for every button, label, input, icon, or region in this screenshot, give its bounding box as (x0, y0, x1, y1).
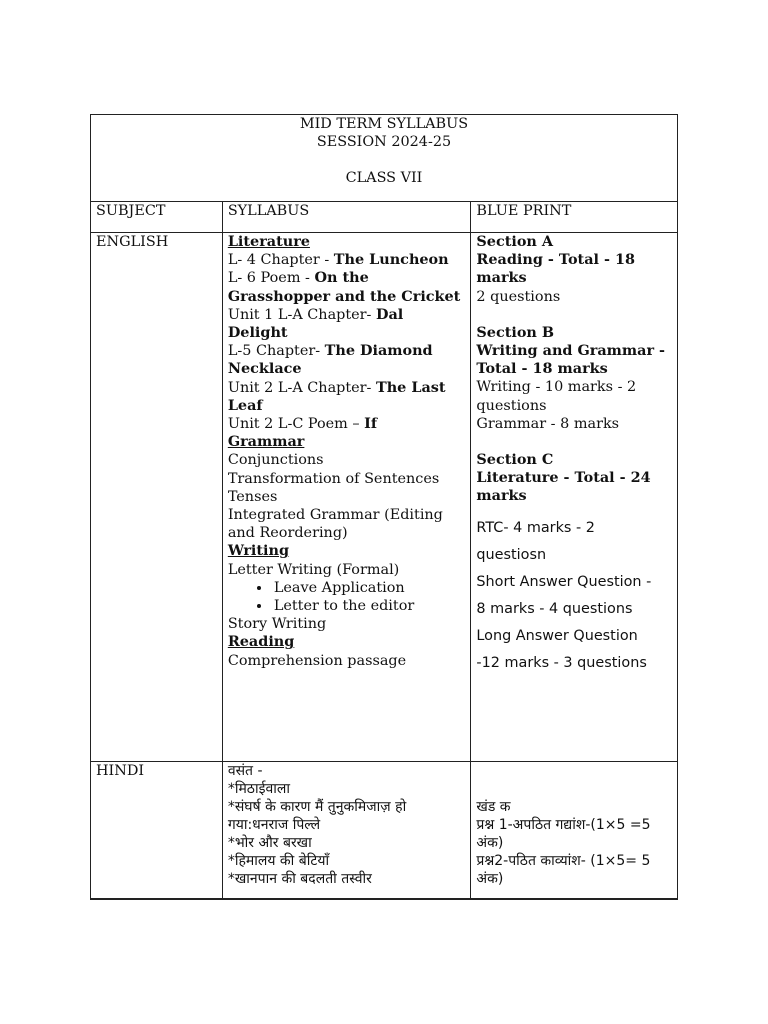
column-header-row (91, 202, 678, 233)
grammar-item: Conjunctions (227, 452, 324, 469)
section-b-title: Writing and Grammar - Total - 18 marks (476, 342, 666, 378)
hindi-item: *संघर्ष के कारण मैं तुनुकमिजाज़ हो गया:धनराज पिल्ले (227, 799, 407, 833)
saq-line-1: Short Answer Question - (476, 573, 652, 590)
english-subject: ENGLISH (91, 233, 223, 762)
section-a-heading: Section A (476, 233, 554, 250)
hindi-item: वसंत - (227, 763, 263, 779)
hindi-item: *हिमालय की बेटियाँ (227, 853, 330, 869)
col-subject: SUBJECT (91, 202, 223, 233)
title-cell (91, 115, 678, 202)
writing-heading: Writing (227, 542, 290, 560)
section-c-title: Literature - Total - 24 marks (476, 469, 651, 505)
writing-list (228, 579, 466, 615)
section-b-heading: Section B (476, 323, 555, 341)
section-a-title: Reading - Total - 18 marks (476, 251, 636, 287)
session-line: SESSION 2024-25 (316, 134, 452, 151)
title-line: MID TERM SYLLABUS (299, 116, 469, 132)
col-syllabus: SYLLABUS (222, 202, 471, 233)
grammar-item: Tenses (227, 488, 278, 505)
writing-story: Story Writing (227, 616, 327, 633)
english-blueprint (471, 233, 678, 762)
grammar-item: Integrated Grammar (Editing and Reordering) (227, 507, 443, 542)
list-item: • Leave Application (272, 579, 466, 597)
syllabus-table (90, 114, 678, 900)
hindi-bp-item: प्रश्न 1-अपठित गद्यांश-(1×5 =5 अंक) (476, 817, 651, 851)
lit-item: Unit 2 L-A Chapter- The Last Leaf (227, 378, 446, 414)
section-a-questions: 2 questions (476, 288, 561, 305)
col-blueprint: BLUE PRINT (471, 202, 678, 233)
hindi-subject: HINDI (91, 762, 223, 900)
lit-item: L-5 Chapter- The Diamond Necklace (227, 342, 433, 378)
reading-heading: Reading (227, 633, 295, 651)
literature-heading: Literature (227, 233, 310, 250)
grammar-heading: Grammar (227, 433, 305, 451)
hindi-bp-item: प्रश्न2-पठित काव्यांश- (1×5= 5 अंक) (476, 853, 651, 887)
hindi-item: *भोर और बरखा (227, 835, 312, 851)
section-b-writing: Writing - 10 marks - 2 questions (476, 379, 637, 414)
saq-line-2: 8 marks - 4 questions (476, 600, 633, 617)
hindi-syllabus (222, 762, 471, 900)
rtc-line-2: questiosn (476, 546, 547, 563)
section-b-grammar: Grammar - 8 marks (476, 415, 620, 432)
table-header-row (91, 115, 678, 202)
reading-item: Comprehension passage (227, 652, 407, 669)
hindi-item: *मिठाईवाला (227, 781, 290, 797)
laq-line-1: Long Answer Question (476, 627, 638, 644)
hindi-blueprint (471, 762, 678, 900)
hindi-row (91, 762, 678, 900)
grammar-item: Transformation of Sentences (227, 470, 440, 487)
english-syllabus (222, 233, 471, 762)
class-line: CLASS VII (345, 170, 423, 187)
laq-line-2: -12 marks - 3 questions (476, 654, 647, 671)
hindi-bp-item: खंड क (476, 799, 511, 815)
lit-item: L- 6 Poem - On the Grasshopper and the Cricket (227, 269, 461, 305)
section-c-heading: Section C (476, 451, 554, 469)
writing-intro: Letter Writing (Formal) (227, 561, 400, 578)
rtc-line-1: RTC- 4 marks - 2 (476, 519, 595, 536)
lit-item: Unit 2 L-C Poem – If (227, 415, 378, 433)
list-item: • Letter to the editor (272, 597, 466, 615)
lit-item: L- 4 Chapter - The Luncheon (227, 251, 449, 269)
hindi-item: *खानपान की बदलती तस्वीर (227, 871, 372, 887)
lit-item: Unit 1 L-A Chapter- Dal Delight (227, 305, 404, 342)
english-row (91, 233, 678, 762)
